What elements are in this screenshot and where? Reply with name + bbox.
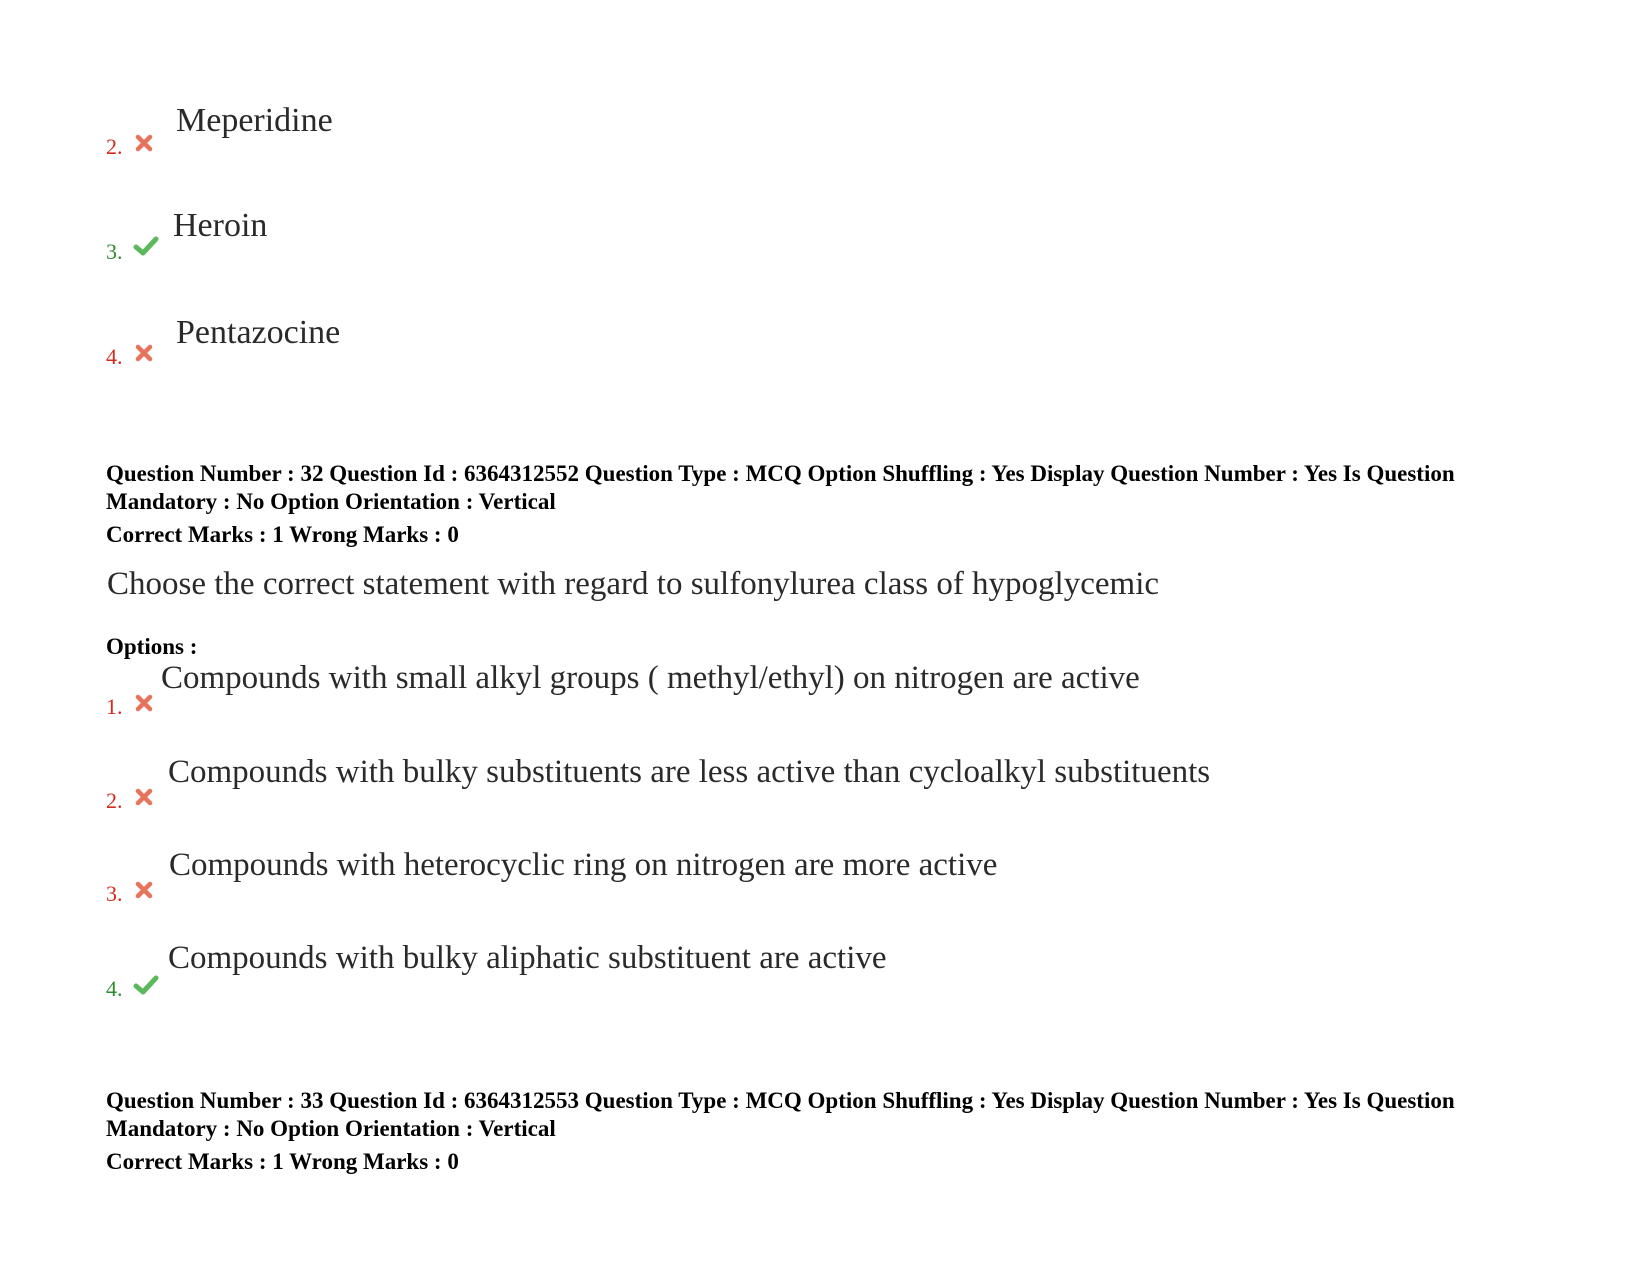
question-33-meta-line1: Question Number : 33 Question Id : 6364312553 Question Type : MCQ Option Shuffling : Yes Display Question Number : Yes Is Question Mandatory : No Option Orientation : Vertical bbox=[106, 1088, 1455, 1141]
option-number: 1. bbox=[106, 694, 123, 719]
cross-icon bbox=[133, 786, 155, 808]
check-icon bbox=[133, 235, 159, 257]
option-number: 2. bbox=[106, 788, 123, 813]
prev-option-2 bbox=[106, 100, 1506, 160]
cross-icon bbox=[133, 132, 155, 154]
option-text: Compounds with heterocyclic ring on nitrogen are more active bbox=[169, 847, 998, 883]
question-33-marks: Correct Marks : 1 Wrong Marks : 0 bbox=[106, 1149, 459, 1174]
cross-icon bbox=[133, 879, 155, 901]
prev-option-3 bbox=[106, 205, 1506, 265]
question-32-meta-line1: Question Number : 32 Question Id : 6364312552 Question Type : MCQ Option Shuffling : Yes Display Question Number : Yes Is Question Mandatory : No Option Orientation : Vertical bbox=[106, 461, 1455, 514]
option-number: 4. bbox=[106, 976, 123, 1001]
option-text: Pentazocine bbox=[176, 314, 341, 351]
q32-option-2 bbox=[106, 754, 1506, 814]
q32-option-4 bbox=[106, 940, 1506, 1000]
question-33-meta bbox=[106, 1087, 1546, 1176]
cross-icon bbox=[133, 692, 155, 714]
cross-icon bbox=[133, 342, 155, 364]
q32-option-3 bbox=[106, 847, 1506, 907]
check-icon bbox=[133, 974, 159, 996]
option-number: 3. bbox=[106, 881, 123, 906]
question-32-text: Choose the correct statement with regard to sulfonylurea class of hypoglycemic bbox=[107, 566, 1160, 602]
option-text: Compounds with bulky aliphatic substituent are active bbox=[168, 940, 887, 976]
option-text: Meperidine bbox=[176, 102, 333, 139]
option-number: 2. bbox=[106, 134, 123, 159]
option-text: Compounds with small alkyl groups ( methyl/ethyl) on nitrogen are active bbox=[161, 660, 1140, 696]
option-number: 3. bbox=[106, 239, 123, 264]
option-text: Compounds with bulky substituents are less active than cycloalkyl substituents bbox=[168, 754, 1211, 790]
option-number: 4. bbox=[106, 344, 123, 369]
options-label: Options : bbox=[106, 634, 198, 659]
option-text: Heroin bbox=[173, 207, 268, 244]
prev-option-4 bbox=[106, 312, 1506, 372]
question-32-marks: Correct Marks : 1 Wrong Marks : 0 bbox=[106, 522, 459, 547]
question-32-meta bbox=[106, 460, 1546, 549]
q32-option-1 bbox=[106, 660, 1506, 720]
